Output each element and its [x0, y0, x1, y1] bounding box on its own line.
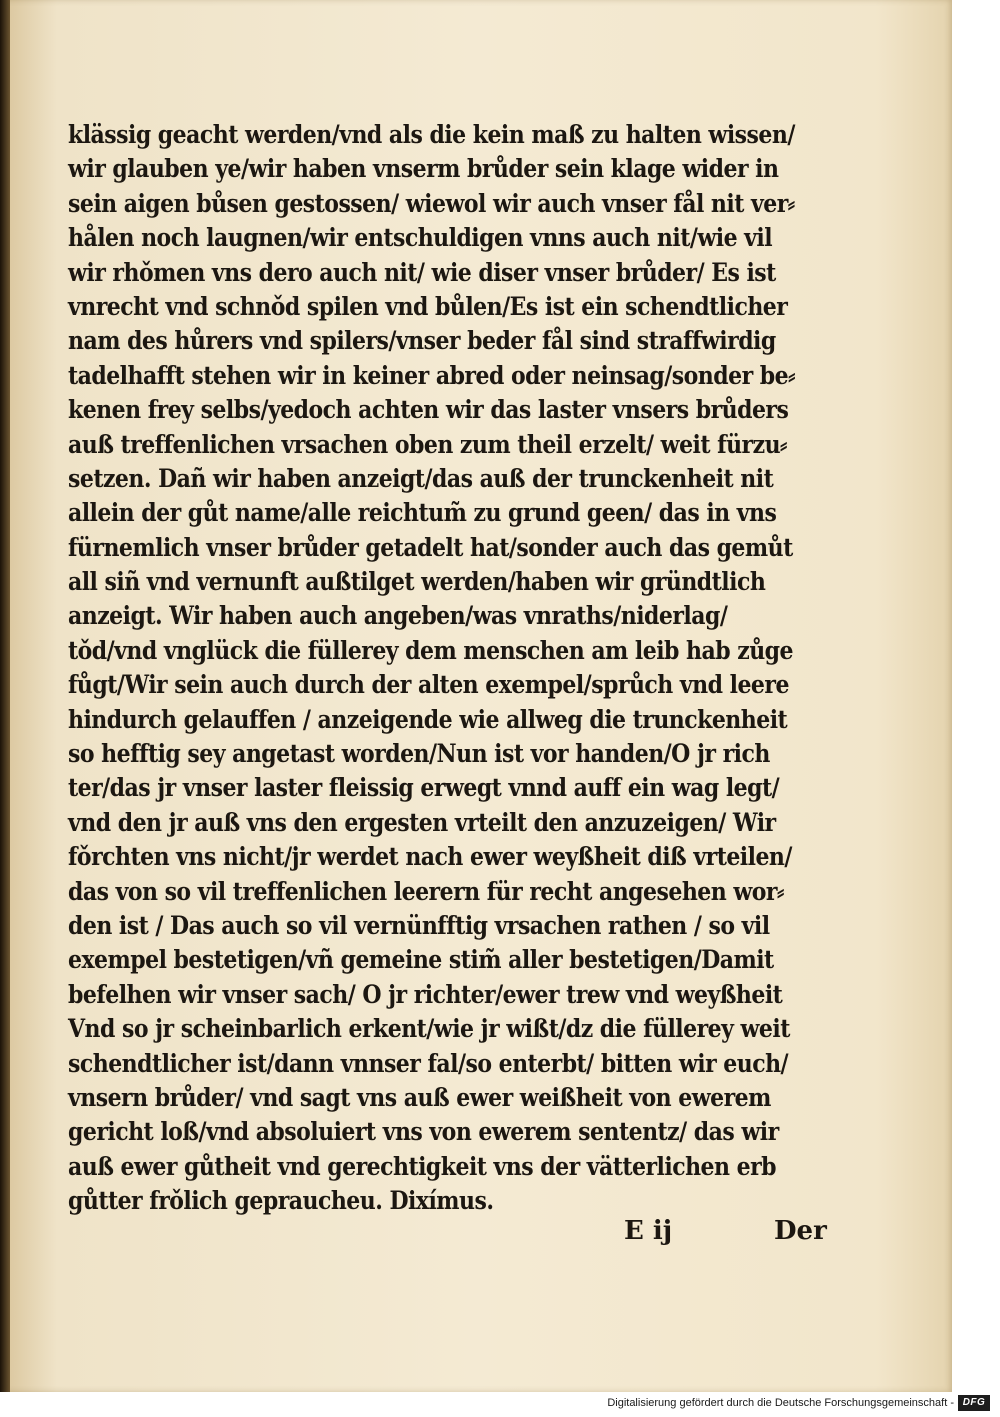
text-line: tǒd/vnd vnglück die füllerey dem menschen am leib hab zůge: [68, 635, 793, 665]
text-line: vnd den jr auß vns den ergesten vrteilt den anzuzeigen/ Wir: [68, 807, 776, 837]
text-line: fůgt/Wir sein auch durch der alten exempel/sprůch vnd leere: [68, 670, 789, 700]
page-spine-edge: [0, 0, 10, 1392]
text-line: klässig geacht werden/vnd als die kein maß zu halten wissen/: [68, 120, 795, 149]
text-line: den ist / Das auch so vil vernünfftig vrsachen rathen / so vil: [68, 910, 770, 940]
text-line: das von so vil treffenlichen leerern für recht angesehen wor⸗: [68, 876, 784, 906]
text-block: [68, 118, 858, 1219]
text-line: Vnd so jr scheinbarlich erkent/wie jr wißt/dz die füllerey weit: [68, 1014, 790, 1044]
text-line: so hefftig sey angetast worden/Nun ist vor handen/O jr rich: [68, 739, 770, 769]
text-line: hindurch gelauffen / anzeigende wie allweg die trunckenheit: [68, 704, 788, 734]
text-line: fürnemlich vnser brůder getadelt hat/sonder auch das gemůt: [68, 532, 793, 562]
funding-credit: Digitalisierung gefördert durch die Deutsche Forschungsgemeinschaft -: [607, 1397, 954, 1409]
signature-mark: E ij: [624, 1216, 673, 1246]
text-line: auß treffenlichen vrsachen oben zum theil erzelt/ weit fürzu⸗: [68, 429, 787, 459]
text-line: hålen noch laugnen/wir entschuldigen vnns auch nit/wie vil: [68, 223, 773, 253]
text-line: setzen. Dañ wir haben anzeigt/das auß der trunckenheit nit: [68, 463, 774, 493]
text-line: auß ewer gůtheit vnd gerechtigkeit vns der vätterlichen erb: [68, 1151, 777, 1181]
text-line: schendtlicher ist/dann vnnser fal/so enterbt/ bitten wir euch/: [68, 1048, 789, 1078]
text-line: gůtter frǒlich gepraucheu. Dixímus.: [68, 1186, 494, 1216]
text-line: kenen frey selbs/yedoch achten wir das laster vnsers brůders: [68, 395, 789, 425]
dfg-logo: DFG: [958, 1395, 990, 1411]
text-line: anzeigt. Wir haben auch angeben/was vnraths/niderlag/: [68, 601, 728, 631]
text-line: exempel bestetigen/vñ gemeine stim̃ aller bestetigen/Damit: [68, 945, 774, 975]
text-line: ter/das jr vnser laster fleissig erwegt vnnd auff ein wag legt/: [68, 773, 780, 803]
text-line: wir rhǒmen vns dero auch nit/ wie diser vnser brůder/ Es ist: [68, 257, 776, 287]
text-line: fǒrchten vns nicht/jr werdet nach ewer weyßheit diß vrteilen/: [68, 842, 792, 872]
text-line: wir glauben ye/wir haben vnserm brůder sein klage wider in: [68, 154, 779, 184]
text-line: all siñ vnd vernunft außtilget werden/haben wir gründtlich: [68, 567, 766, 597]
text-line: befelhen wir vnser sach/ O jr richter/ewer trew vnd weyßheit: [68, 979, 783, 1009]
page-foot: [0, 1216, 952, 1252]
text-line: gericht loß/vnd absoluiert vns von ewerem sententz/ das wir: [68, 1117, 779, 1147]
text-line: vnrecht vnd schnǒd spilen vnd bůlen/Es ist ein schendtlicher: [68, 291, 788, 321]
text-line: sein aigen bůsen gestossen/ wiewol wir auch vnser fål nit ver⸗: [68, 188, 795, 218]
catchword: Der: [774, 1216, 827, 1246]
digitization-footer: [0, 1392, 1000, 1417]
text-line: tadelhafft stehen wir in keiner abred oder neinsag/sonder be⸗: [68, 360, 795, 390]
text-line: allein der gůt name/alle reichtum̃ zu grund geen/ das in vns: [68, 498, 777, 528]
text-line: nam des hůrers vnd spilers/vnser beder fål sind straffwirdig: [68, 326, 776, 356]
text-line: vnsern brůder/ vnd sagt vns auß ewer weißheit von ewerem: [68, 1082, 771, 1112]
